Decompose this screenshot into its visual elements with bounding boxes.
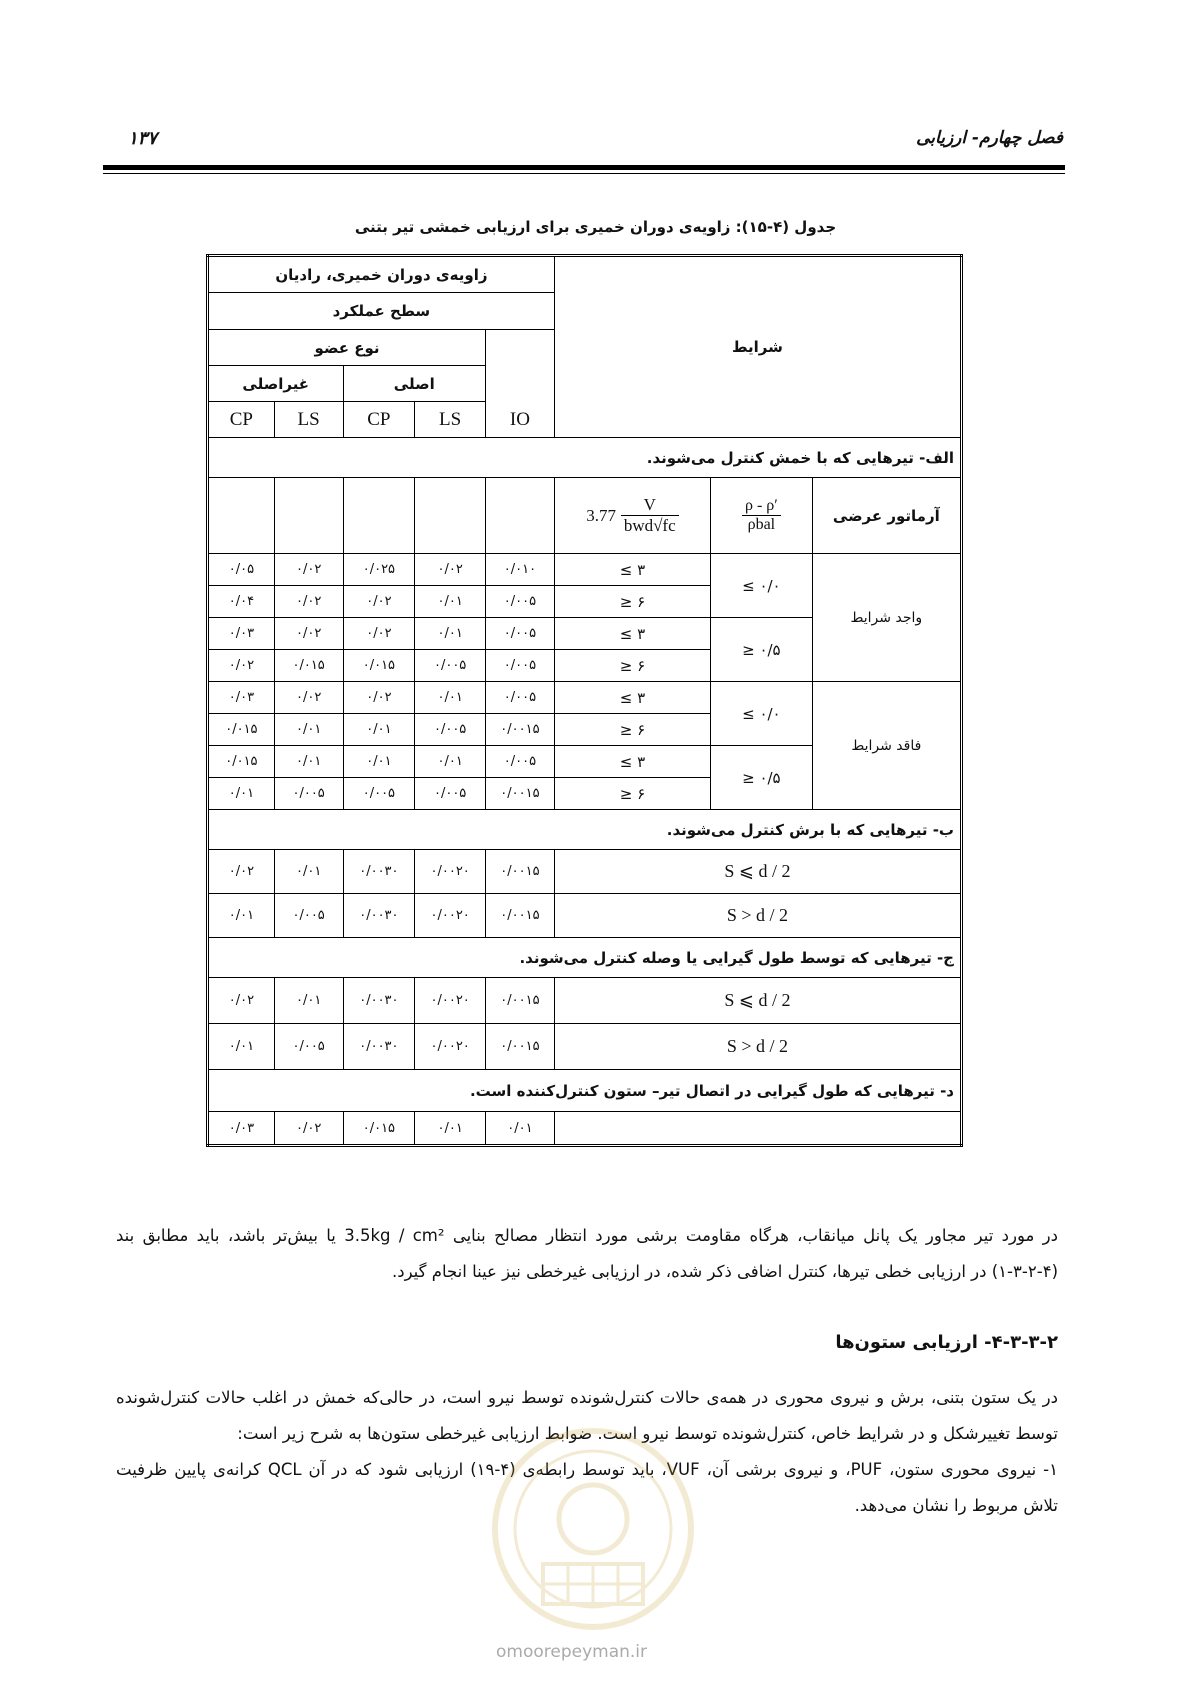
- ls-secondary-value: ۰/۰۰۵: [274, 894, 343, 938]
- cp-primary-value: ۰/۰۱۵: [343, 1112, 415, 1146]
- io-value: ۰/۰۰۱۵: [486, 850, 555, 894]
- ls-secondary-value: ۰/۰۱: [274, 714, 343, 746]
- cp-primary-value: ۰/۰۲: [343, 586, 415, 618]
- ls-secondary-value: ۰/۰۲: [274, 682, 343, 714]
- head-member-type: نوع عضو: [208, 330, 486, 366]
- table-caption: جدول (۴-۱۵): زاویه‌ی دوران خمیری برای ارزیابی خمشی تیر بتنی: [354, 218, 837, 236]
- io-value: ۰/۰۰۱۵: [486, 778, 555, 810]
- section-d-title: د- تیرهایی که طول گیرایی در اتصال تیر– ستون کنترل‌کننده است.: [208, 1070, 962, 1112]
- cp-secondary-value: ۰/۰۲: [208, 978, 275, 1024]
- section-heading: ۴-۳-۳-۲- ارزیابی ستون‌ها: [835, 1332, 1058, 1353]
- io-value: ۰/۰۱: [486, 1112, 555, 1146]
- ls-secondary-value: ۰/۰۲: [274, 618, 343, 650]
- rho-ratio-fraction: [742, 497, 781, 534]
- io-value: ۰/۰۰۵: [486, 682, 555, 714]
- section-b-title: ب- تیرهایی که با برش کنترل می‌شوند.: [208, 810, 962, 850]
- ls-primary-value: ۰/۰۱: [415, 618, 486, 650]
- plastic-rotation-table: [206, 254, 963, 1147]
- shear-ratio-den: bwd√fc: [623, 516, 676, 535]
- ls-primary-value: ۰/۰۰۲۰: [415, 850, 486, 894]
- io-value: ۰/۰۰۱۵: [486, 978, 555, 1024]
- chapter-title: فصل چهارم- ارزیابی: [916, 128, 1063, 148]
- io-value: ۰/۰۱۰: [486, 554, 555, 586]
- rho-ratio-value: ≤ ۰/۰: [711, 682, 813, 746]
- io-value: ۰/۰۰۵: [486, 586, 555, 618]
- io-value: ۰/۰۰۱۵: [486, 714, 555, 746]
- cp-primary-value: ۰/۰۰۳۰: [343, 1024, 415, 1070]
- rho-ratio-num: ρ - ρ′: [742, 497, 781, 516]
- ls-primary-value: ۰/۰۰۵: [415, 714, 486, 746]
- cp-primary-value: ۰/۰۰۳۰: [343, 978, 415, 1024]
- paragraph-infill: در مورد تیر مجاور یک پانل میانقاب، هرگاه مقاومت برشی مورد انتظار مصالح بنایی 3.5kg / cm² یا بیش‌تر باشد، باید مطابق بند (۴-۲-۳-۱) در ارزیابی خطی تیرها، کنترل اضافی ذکر شده، در ارزیابی غیرخطی نیز عینا انجام گیرد.: [116, 1226, 1059, 1281]
- table-row: [208, 1112, 962, 1146]
- paragraph-columns: در یک ستون بتنی، برش و نیروی محوری در همه‌ی حالات کنترل‌شونده توسط نیرو است، در حالی‌که خمش در اغلب حالات کنترل‌شونده توسط تغییرشکل و در شرایط خاص، کنترل‌شونده توسط نیرو است. ضوابط ارزیابی غیرخطی ستون‌ها به شرح زیر است:: [116, 1388, 1058, 1443]
- empty-cell: [208, 478, 275, 554]
- cp-secondary-value: ۰/۰۱: [208, 894, 275, 938]
- ls-primary-value: ۰/۰۱: [415, 746, 486, 778]
- ls-primary-value: ۰/۰۰۵: [415, 778, 486, 810]
- ls-primary-value: ۰/۰۰۲۰: [415, 978, 486, 1024]
- ls-primary-value: ۰/۰۱: [415, 586, 486, 618]
- table-row: [208, 682, 962, 714]
- head-secondary: غیراصلی: [208, 366, 344, 402]
- empty-cell: [343, 478, 415, 554]
- ls-secondary-value: ۰/۰۱۵: [274, 650, 343, 682]
- ls-secondary-value: ۰/۰۲: [274, 554, 343, 586]
- cp-secondary-value: ۰/۰۲: [208, 850, 275, 894]
- cp-primary-value: ۰/۰۰۵: [343, 778, 415, 810]
- cp-secondary-value: ۰/۰۳: [208, 1112, 275, 1146]
- cp-primary-value: ۰/۰۲۵: [343, 554, 415, 586]
- ls-secondary-value: ۰/۰۰۵: [274, 778, 343, 810]
- io-value: ۰/۰۰۵: [486, 650, 555, 682]
- empty-cell: [486, 478, 555, 554]
- head-level: سطح عملکرد: [208, 293, 555, 330]
- conforming-label: واجد شرایط: [812, 554, 961, 682]
- shear-ratio-coef: 3.77: [586, 505, 617, 525]
- cp-primary-value: ۰/۰۰۳۰: [343, 850, 415, 894]
- watermark-text: omoorepeyman.ir: [496, 1642, 648, 1662]
- cp-secondary-value: ۰/۰۱: [208, 1024, 275, 1070]
- header-rule-thin: [103, 173, 1065, 174]
- cp-secondary-value: ۰/۰۵: [208, 554, 275, 586]
- cp-secondary-value: ۰/۰۳: [208, 682, 275, 714]
- head-shear-ratio: [554, 478, 710, 554]
- rho-ratio-value: ≥ ۰/۵: [711, 746, 813, 810]
- section-c-title: ج- تیرهایی که توسط طول گیرایی یا وصله کنترل می‌شوند.: [208, 938, 962, 978]
- io-value: ۰/۰۰۵: [486, 618, 555, 650]
- ls-primary-value: ۰/۰۰۲۰: [415, 1024, 486, 1070]
- watermark-seal-icon: [488, 1424, 698, 1634]
- head-transverse: آرماتور عرضی: [812, 478, 961, 554]
- shear-ratio-value: ≤ ۳: [554, 554, 710, 586]
- ls-primary-value: ۰/۰۰۵: [415, 650, 486, 682]
- ls-primary-value: ۰/۰۱: [415, 682, 486, 714]
- head-io: IO: [486, 330, 555, 438]
- table-row: [208, 978, 962, 1024]
- section-a-title: الف- تیرهایی که با خمش کنترل می‌شوند.: [208, 438, 962, 478]
- head-conditions: شرایط: [554, 256, 961, 438]
- shear-ratio-value: ≤ ۳: [554, 618, 710, 650]
- cp-secondary-value: ۰/۰۱۵: [208, 714, 275, 746]
- cp-primary-value: ۰/۰۱: [343, 746, 415, 778]
- page-number: ۱۳۷: [128, 128, 158, 149]
- shear-ratio-value: ≥ ۶: [554, 650, 710, 682]
- io-value: ۰/۰۰۱۵: [486, 1024, 555, 1070]
- ls-secondary-value: ۰/۰۰۵: [274, 1024, 343, 1070]
- cp-primary-value: ۰/۰۲: [343, 618, 415, 650]
- rho-ratio-den: ρbal: [747, 516, 776, 533]
- rho-ratio-value: ≥ ۰/۵: [711, 618, 813, 682]
- shear-ratio-value: ≥ ۶: [554, 778, 710, 810]
- cp-secondary-value: ۰/۰۳: [208, 618, 275, 650]
- shear-ratio-value: ≤ ۳: [554, 682, 710, 714]
- cp-primary-value: ۰/۰۱: [343, 714, 415, 746]
- cp-secondary-value: ۰/۰۲: [208, 650, 275, 682]
- ls-secondary-value: ۰/۰۲: [274, 1112, 343, 1146]
- cp-secondary-value: ۰/۰۱: [208, 778, 275, 810]
- io-value: ۰/۰۰۱۵: [486, 894, 555, 938]
- head-ls-secondary: LS: [274, 402, 343, 438]
- ls-primary-value: ۰/۰۰۲۰: [415, 894, 486, 938]
- empty-cell: [274, 478, 343, 554]
- head-primary: اصلی: [343, 366, 486, 402]
- cp-secondary-value: ۰/۰۱۵: [208, 746, 275, 778]
- ls-secondary-value: ۰/۰۱: [274, 850, 343, 894]
- rho-ratio-value: ≤ ۰/۰: [711, 554, 813, 618]
- table-row: [208, 894, 962, 938]
- head-rotation: زاویه‌ی دوران خمیری، رادیان: [208, 256, 555, 293]
- header-rule-thick: [103, 165, 1065, 170]
- ls-primary-value: ۰/۰۱: [415, 1112, 486, 1146]
- ls-secondary-value: ۰/۰۱: [274, 978, 343, 1024]
- spacing-condition: S > d / 2: [554, 894, 961, 938]
- head-ls-primary: LS: [415, 402, 486, 438]
- cp-primary-value: ۰/۰۲: [343, 682, 415, 714]
- cp-primary-value: ۰/۰۱۵: [343, 650, 415, 682]
- nonconforming-label: فاقد شرایط: [812, 682, 961, 810]
- shear-ratio-fraction: [621, 495, 679, 536]
- io-value: ۰/۰۰۵: [486, 746, 555, 778]
- table-row: [208, 850, 962, 894]
- shear-ratio-num: V: [621, 495, 679, 516]
- paragraph-item-1: ۱- نیروی محوری ستون، PUF، و نیروی برشی آن، VUF، باید توسط رابطه‌ی (۴-۱۹) ارزیابی شود که در آن QCL کرانه‌ی پایین ظرفیت تلاش مربوط را نشان می‌دهد.: [116, 1460, 1058, 1515]
- head-cp-secondary: CP: [208, 402, 275, 438]
- head-rho-ratio: [711, 478, 813, 554]
- ls-primary-value: ۰/۰۲: [415, 554, 486, 586]
- table-row: [208, 1024, 962, 1070]
- shear-ratio-value: ≥ ۶: [554, 714, 710, 746]
- cp-secondary-value: ۰/۰۴: [208, 586, 275, 618]
- empty-cell: [554, 1112, 961, 1146]
- cp-primary-value: ۰/۰۰۳۰: [343, 894, 415, 938]
- spacing-condition: S > d / 2: [554, 1024, 961, 1070]
- page-header: [0, 128, 1191, 168]
- spacing-condition: S ⩽ d / 2: [554, 978, 961, 1024]
- table-row: [208, 554, 962, 586]
- shear-ratio-value: ≤ ۳: [554, 746, 710, 778]
- shear-ratio-value: ≥ ۶: [554, 586, 710, 618]
- ls-secondary-value: ۰/۰۱: [274, 746, 343, 778]
- empty-cell: [415, 478, 486, 554]
- ls-secondary-value: ۰/۰۲: [274, 586, 343, 618]
- spacing-condition: S ⩽ d / 2: [554, 850, 961, 894]
- head-cp-primary: CP: [343, 402, 415, 438]
